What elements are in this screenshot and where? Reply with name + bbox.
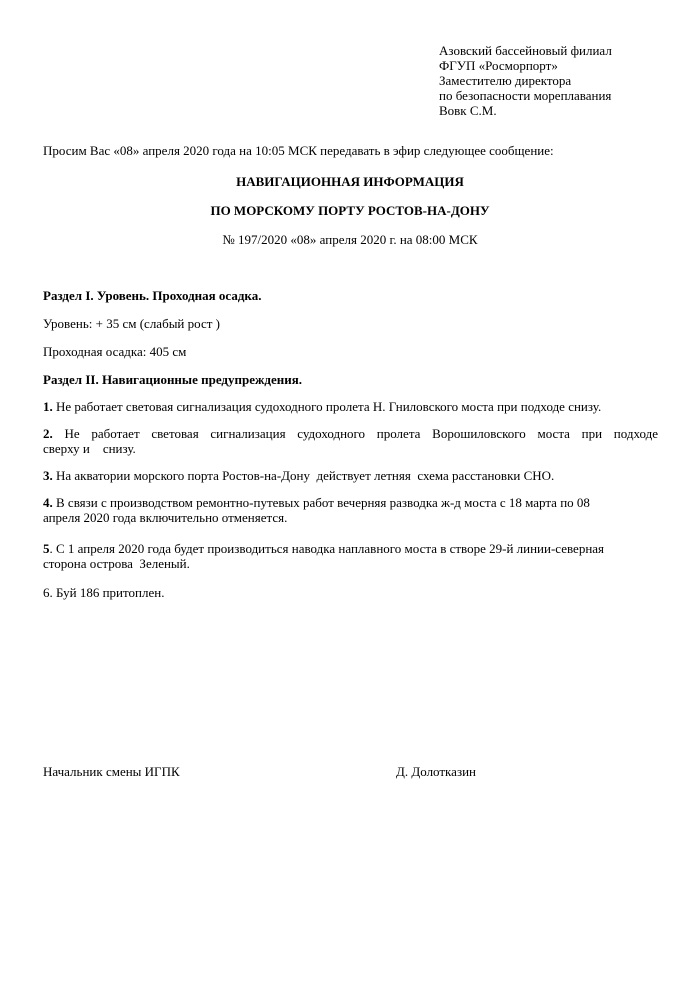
warning-item-1: [43, 399, 658, 414]
item-number: 2.: [43, 426, 53, 441]
addressee-line: Азовский бассейновый филиал: [439, 43, 612, 58]
item-text: Не работает световая сигнализация судоходного пролета Ворошиловского моста при подходе: [52, 426, 658, 441]
item-text-continued: сторона острова Зеленый.: [43, 556, 190, 571]
warning-item-4: [43, 495, 658, 525]
warning-item-5: [43, 541, 658, 571]
item-text: . С 1 апреля 2020 года будет производиться наводка наплавного моста в створе 29-й линии-северная: [49, 541, 605, 556]
request-text: Просим Вас «08» апреля 2020 года на 10:05 МСК передавать в эфир следующее сообщение:: [43, 143, 554, 158]
warning-item-3: [43, 468, 658, 483]
section-2-heading: Раздел II. Навигационные предупреждения.: [43, 372, 303, 387]
item-text: Не работает световая сигнализация судоходного пролета Н. Гниловского моста при подходе снизу.: [52, 399, 602, 414]
item-number: 4.: [43, 495, 53, 510]
item-text-continued: сверху и снизу.: [43, 441, 136, 456]
passage-draft: Проходная осадка: 405 см: [43, 344, 187, 359]
section-1-heading: Раздел I. Уровень. Проходная осадка.: [43, 288, 262, 303]
signatory-name: Д. Долотказин: [396, 764, 476, 779]
addressee-line: по безопасности мореплавания: [439, 88, 612, 103]
addressee-line: Заместителю директора: [439, 73, 572, 88]
addressee-block: [439, 43, 679, 118]
item-number: 3.: [43, 468, 53, 483]
issue-number: № 197/2020 «08» апреля 2020 г. на 08:00 МСК: [222, 232, 478, 247]
water-level: Уровень: + 35 см (слабый рост ): [43, 316, 220, 331]
item-number: 5: [43, 541, 50, 556]
item-text: В связи с производством ремонтно-путевых работ вечерняя разводка ж-д моста с 18 марта по 08: [52, 495, 590, 510]
addressee-line: Вовк С.М.: [439, 103, 497, 118]
signatory-position: Начальник смены ИГПК: [43, 764, 180, 779]
addressee-line: ФГУП «Росморпорт»: [439, 58, 558, 73]
document-subtitle: ПО МОРСКОМУ ПОРТУ РОСТОВ-НА-ДОНУ: [210, 203, 490, 218]
warning-item-6: 6. Буй 186 притоплен.: [43, 585, 165, 600]
item-text: На акватории морского порта Ростов-на-Дону действует летняя схема расстановки СНО.: [52, 468, 555, 483]
item-number: 1.: [43, 399, 53, 414]
document-title: НАВИГАЦИОННАЯ ИНФОРМАЦИЯ: [236, 174, 464, 189]
item-text-continued: апреля 2020 года включительно отменяется.: [43, 510, 288, 525]
warning-item-2: [43, 426, 658, 456]
